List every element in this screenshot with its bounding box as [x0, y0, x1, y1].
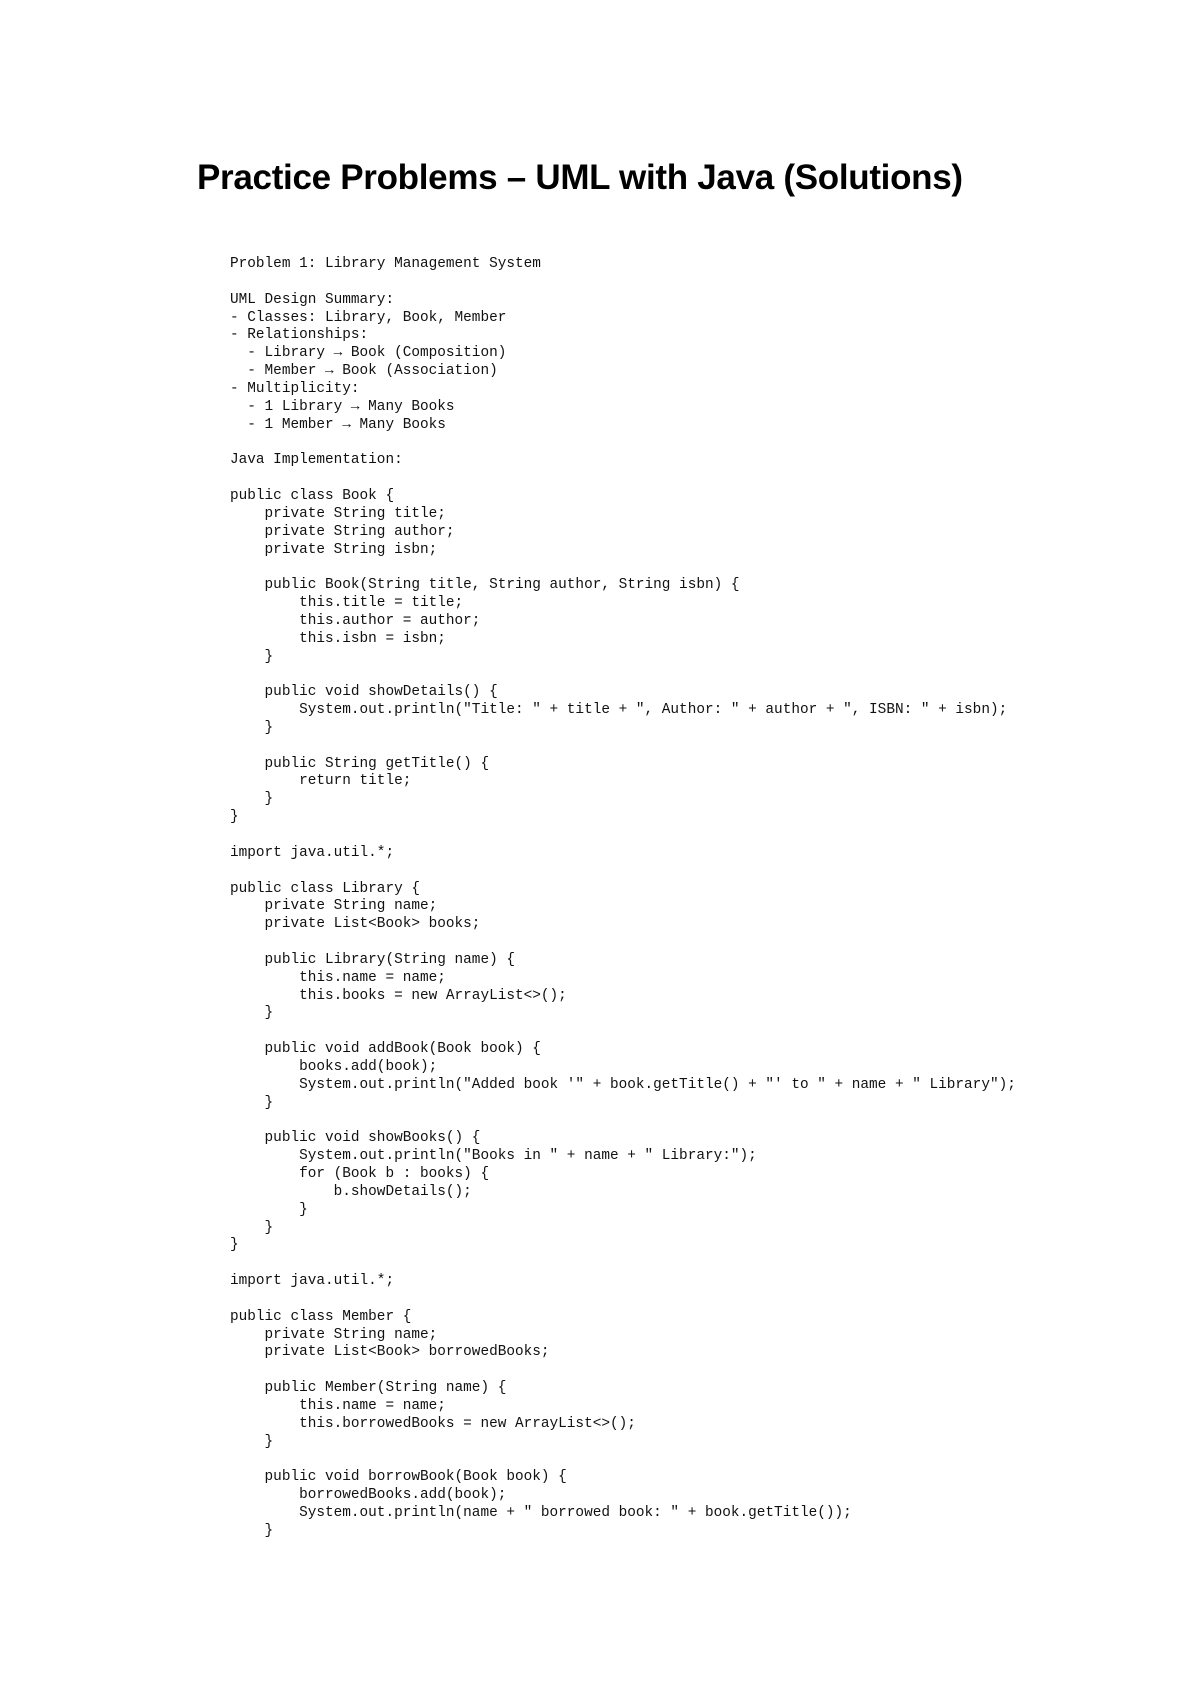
code-line	[230, 470, 1160, 488]
code-line: - 1 Library → Many Books	[230, 398, 455, 415]
code-line: }	[230, 719, 274, 736]
code-line: }	[230, 1433, 274, 1450]
code-line: import java.util.*;	[230, 1273, 395, 1290]
code-line: import java.util.*;	[230, 844, 395, 861]
code-line: public class Library {	[230, 880, 420, 897]
code-line	[230, 1113, 1160, 1131]
code-line: public Library(String name) {	[230, 951, 515, 968]
code-line: }	[230, 1219, 274, 1236]
code-line: System.out.println(name + " borrowed book: " + book.getTitle());	[230, 1505, 852, 1522]
code-line	[230, 738, 1160, 756]
code-line: private String name;	[230, 1326, 438, 1343]
code-line: public void borrowBook(Book book) {	[230, 1469, 567, 1486]
code-line	[230, 1291, 1160, 1309]
code-line: this.author = author;	[230, 612, 481, 629]
code-line	[230, 1452, 1160, 1470]
code-line: }	[230, 1201, 308, 1218]
code-line	[230, 434, 1160, 452]
code-line	[230, 1023, 1160, 1041]
code-line: - Classes: Library, Book, Member	[230, 309, 507, 326]
code-line	[230, 1362, 1160, 1380]
code-line: }	[230, 1094, 274, 1111]
code-line: private List<Book> books;	[230, 916, 481, 933]
code-line: this.name = name;	[230, 969, 446, 986]
code-line: borrowedBooks.add(book);	[230, 1487, 507, 1504]
code-line	[230, 274, 1160, 292]
code-line: public class Member {	[230, 1308, 412, 1325]
code-line: - 1 Member → Many Books	[230, 416, 446, 433]
code-line: System.out.println("Books in " + name + " Library:");	[230, 1148, 757, 1165]
code-line	[230, 934, 1160, 952]
code-line: this.books = new ArrayList<>();	[230, 987, 567, 1004]
code-line: }	[230, 648, 274, 665]
code-line: this.isbn = isbn;	[230, 630, 446, 647]
code-line: System.out.println("Title: " + title + ", Author: " + author + ", ISBN: " + isbn);	[230, 702, 1008, 719]
code-line: public Book(String title, String author, String isbn) {	[230, 577, 740, 594]
code-block	[230, 256, 1160, 1541]
code-line: public void addBook(Book book) {	[230, 1041, 541, 1058]
code-line	[230, 863, 1160, 881]
code-line: Java Implementation:	[230, 452, 403, 469]
page-title: Practice Problems – UML with Java (Solutions)	[197, 158, 963, 197]
code-line: UML Design Summary:	[230, 291, 395, 308]
code-line: this.name = name;	[230, 1398, 446, 1414]
code-line: private String title;	[230, 505, 446, 522]
code-line: private List<Book> borrowedBooks;	[230, 1344, 550, 1361]
code-line: }	[230, 1005, 274, 1022]
code-line: private String author;	[230, 523, 455, 540]
code-line: this.borrowedBooks = new ArrayList<>();	[230, 1415, 636, 1432]
code-line	[230, 559, 1160, 577]
code-line: b.showDetails();	[230, 1183, 472, 1200]
code-line: public String getTitle() {	[230, 755, 490, 772]
code-line: }	[230, 1237, 239, 1254]
code-line	[230, 666, 1160, 684]
code-line: this.title = title;	[230, 595, 464, 612]
code-line: - Member → Book (Association)	[230, 363, 498, 380]
code-line	[230, 827, 1160, 845]
code-line: public Member(String name) {	[230, 1380, 507, 1397]
code-line: }	[230, 809, 239, 826]
code-line: System.out.println("Added book '" + book.getTitle() + "' to " + name + " Library");	[230, 1076, 1016, 1093]
code-line: - Library → Book (Composition)	[230, 345, 507, 362]
code-line: return title;	[230, 773, 412, 790]
code-line: public class Book {	[230, 487, 395, 504]
code-line: books.add(book);	[230, 1058, 438, 1075]
code-line: public void showDetails() {	[230, 684, 498, 701]
code-line: private String name;	[230, 898, 438, 915]
code-line: - Multiplicity:	[230, 380, 360, 397]
code-line: for (Book b : books) {	[230, 1166, 490, 1183]
code-line: }	[230, 791, 274, 808]
code-line: private String isbn;	[230, 541, 438, 558]
code-line: Problem 1: Library Management System	[230, 256, 541, 272]
code-line: - Relationships:	[230, 327, 369, 344]
code-line: public void showBooks() {	[230, 1130, 481, 1147]
code-line	[230, 1255, 1160, 1273]
code-line: }	[230, 1522, 274, 1539]
